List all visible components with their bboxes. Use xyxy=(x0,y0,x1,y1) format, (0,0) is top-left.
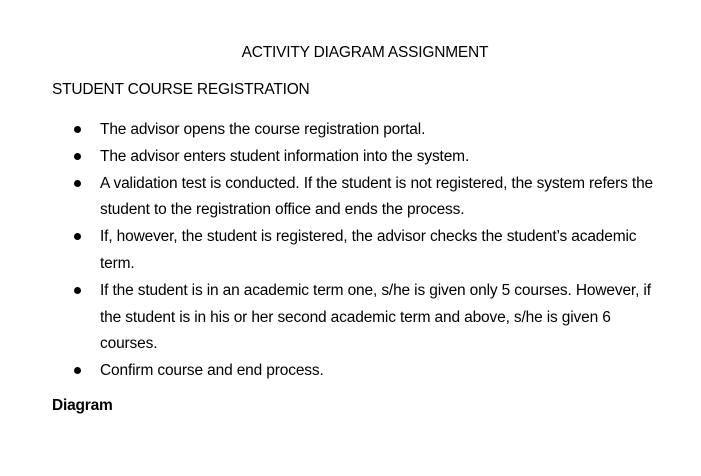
bullet-icon xyxy=(74,233,81,240)
list-item xyxy=(52,358,672,385)
bullet-icon xyxy=(74,126,81,133)
section-heading: STUDENT COURSE REGISTRATION xyxy=(52,81,310,98)
list-item-text: A validation test is conducted. If the student is not registered, the system refers the student to the registration office and ends the process. xyxy=(100,174,654,219)
list-item xyxy=(52,278,672,358)
list-item-text: If, however, the student is registered, the advisor checks the student’s academic term. xyxy=(100,228,637,272)
list-item-text: Confirm course and end process. xyxy=(100,362,324,380)
diagram-heading: Diagram xyxy=(52,397,113,414)
list-item-text: If the student is in an academic term one, s/he is given only 5 courses. However, if the student is in his or her second academic term and above, s/he is given 6 courses. xyxy=(100,281,651,353)
list-item-text: The advisor enters student information into the system. xyxy=(100,147,470,165)
list-item xyxy=(52,117,672,144)
bullet-icon xyxy=(74,367,81,374)
list-item-text: The advisor opens the course registration portal. xyxy=(100,121,426,138)
document-title: ACTIVITY DIAGRAM ASSIGNMENT xyxy=(241,44,489,61)
bullet-icon xyxy=(74,153,81,160)
list-item xyxy=(52,171,672,225)
list-item xyxy=(52,144,672,171)
bullet-list xyxy=(52,117,672,385)
bullet-icon xyxy=(74,180,81,187)
bullet-icon xyxy=(74,287,81,294)
list-item xyxy=(52,224,672,278)
